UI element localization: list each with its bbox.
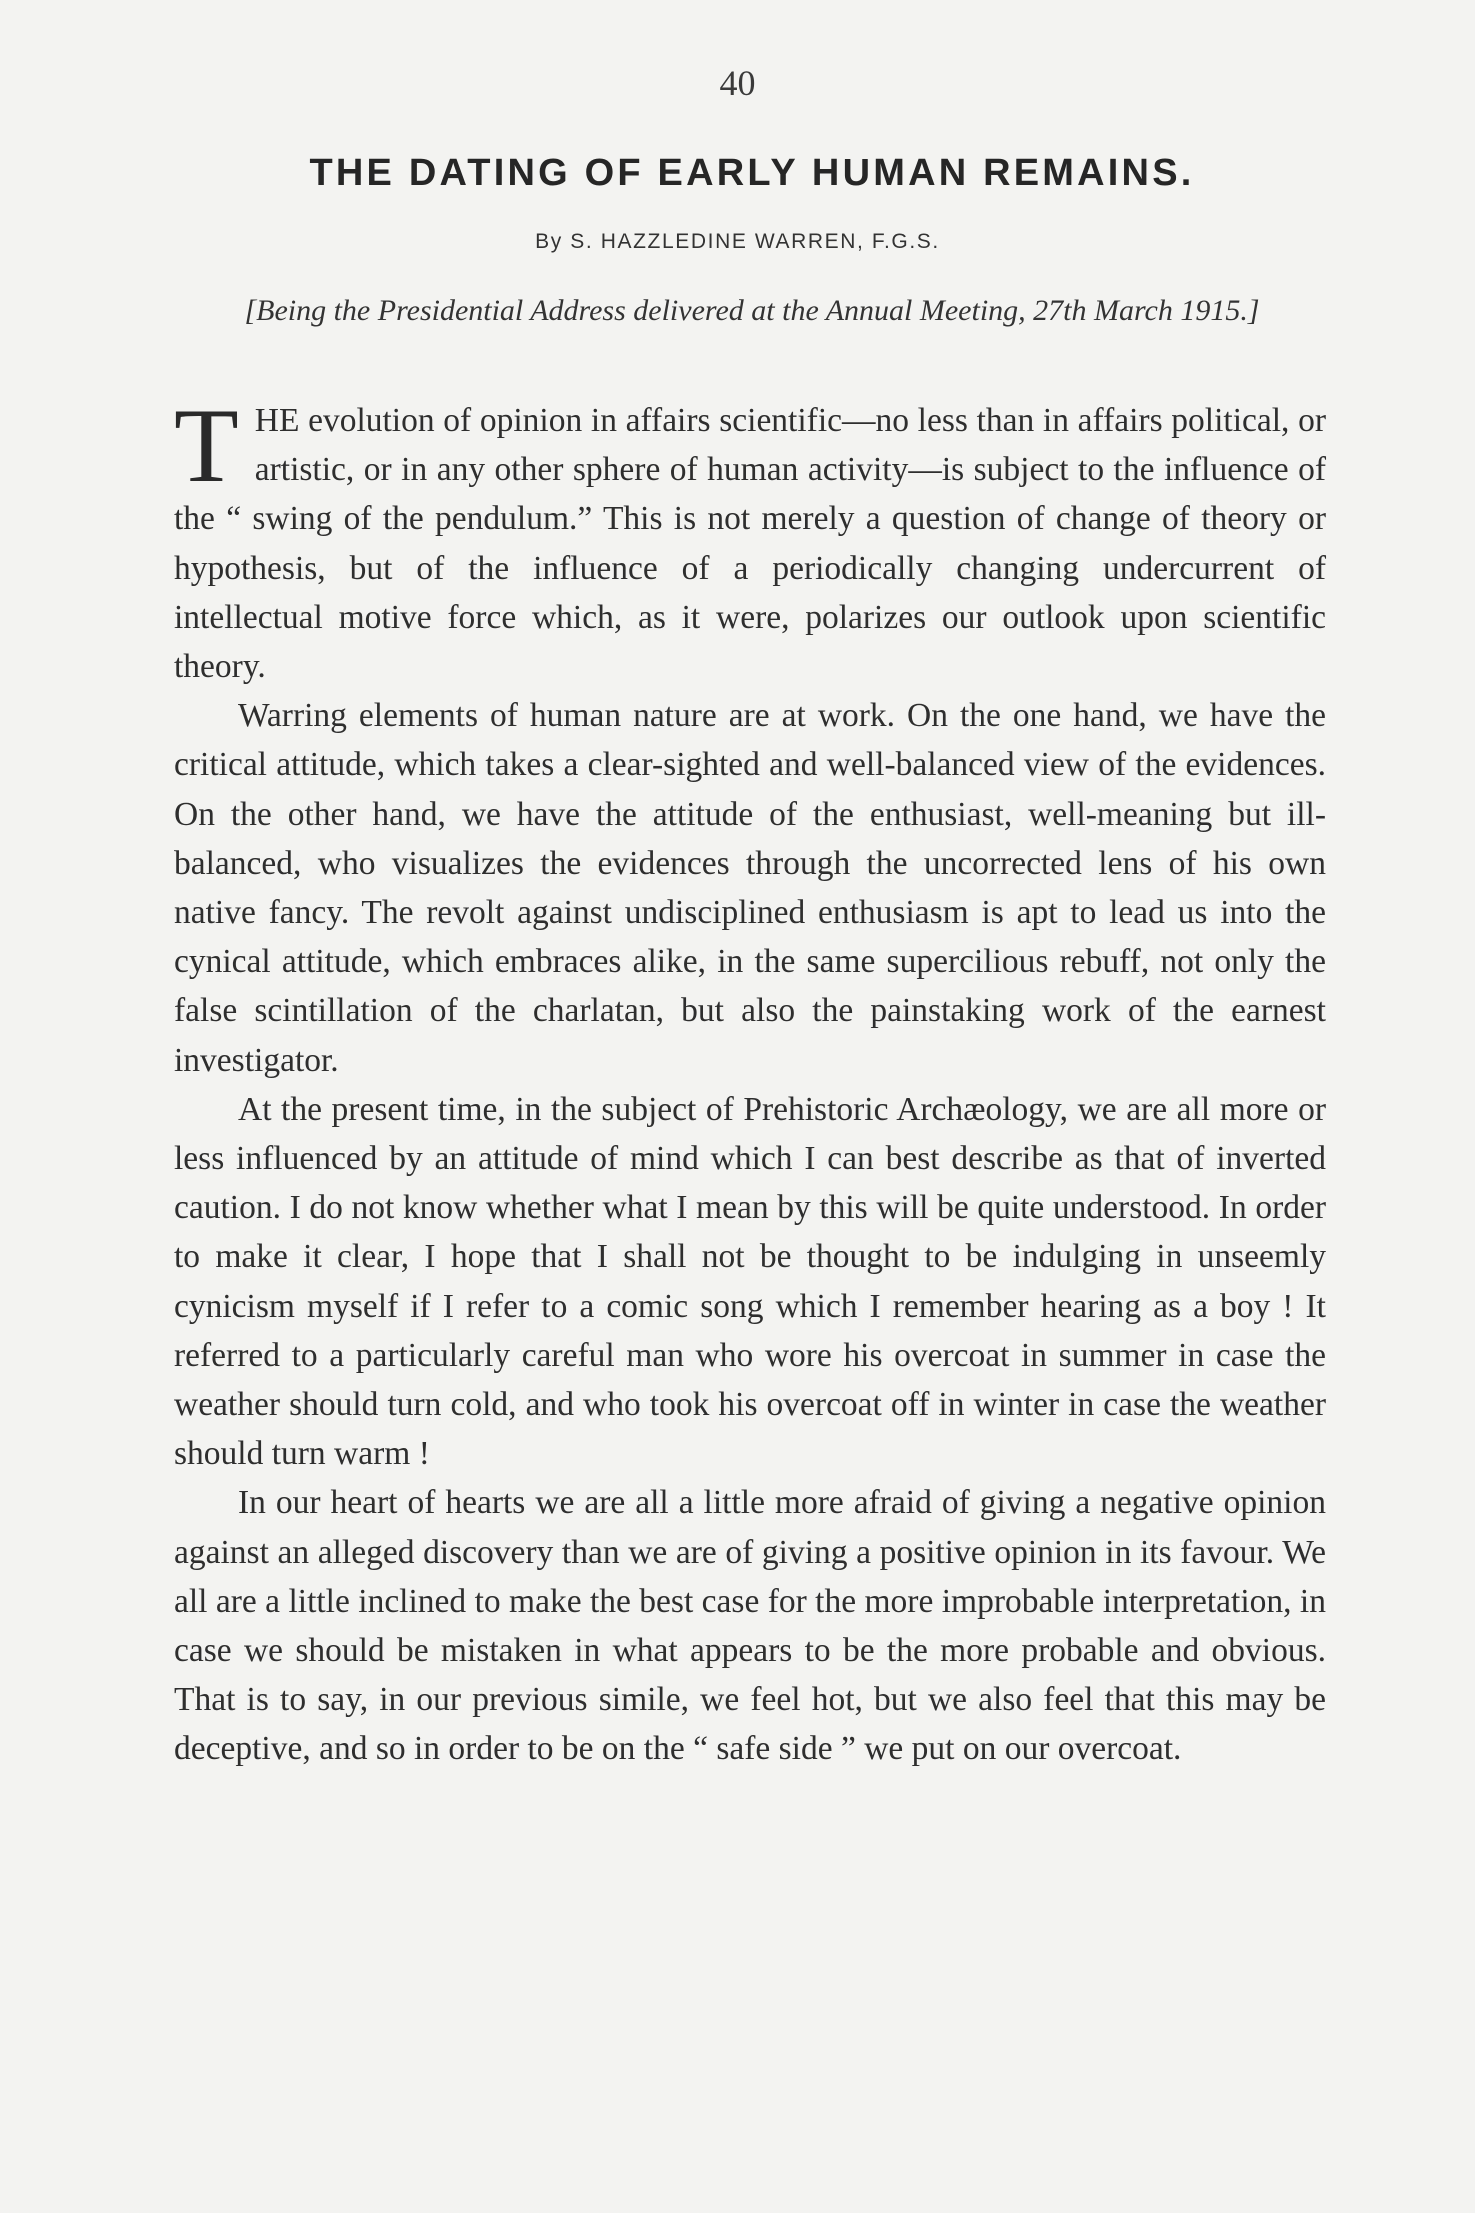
address-note: [Being the Presidential Address delivered at the Annual Meeting, 27th March 1915.] [244, 294, 1260, 327]
article-body [174, 387, 1326, 1774]
drop-cap: T [174, 387, 239, 504]
page-number: 40 [719, 63, 756, 103]
author-byline: By S. HAZZLEDINE WARREN, F.G.S. [535, 230, 940, 253]
paragraph-2: Warring elements of human nature are at work. On the one hand, we have the critical attitude, which takes a clear-sighted and well-balanced view of the evidences. On the other hand, we have the attitude of the enthusiast, well-meaning but ill-balanced, who visualizes the evidences through the uncorrected lens of his own native fancy. The revolt against undisciplined enthusiasm is apt to lead us into the cynical attitude, which embraces alike, in the same supercilious rebuff, not only the false scintillation of the charlatan, but also the painstaking work of the earnest investigator. [174, 697, 1326, 1079]
paragraph-3: At the present time, in the subject of Prehistoric Archæology, we are all more or less influenced by an attitude of mind which I can best describe as that of inverted caution. I do not know whether what I mean by this will be quite understood. In order to make it clear, I hope that I shall not be thought to be indulging in unseemly cynicism myself if I refer to a comic song which I remember hearing as a boy ! It referred to a particularly careful man who wore his overcoat in summer in case the weather should turn cold, and who took his overcoat off in winter in case the weather should turn warm ! [174, 1090, 1326, 1473]
paragraph-1 [174, 387, 1326, 691]
paragraph-4: In our heart of hearts we are all a little more afraid of giving a negative opinion against an alleged discovery than we are of giving a positive opinion in its favour. We all are a little inclined to make the best case for the more improbable interpretation, in case we should be mistaken in what appears to be the more probable and obvious. That is to say, in our previous simile, we feel hot, but we also feel that this may be deceptive, and so in order to be on the “ safe side ” we put on our overcoat. [174, 1484, 1326, 1768]
paragraph-1-text: HE evolution of opinion in affairs scientific—no less than in affairs political, or artistic, or in any other sphere of human activity—is subject to the influence of the “ swing of the pendulum.” This is not merely a question of change of theory or hypothesis, but of the influence of a periodically changing undercurrent of intellectual motive force which, as it were, polarizes our outlook upon scientific theory. [174, 402, 1326, 686]
article-title: THE DATING OF EARLY HUMAN REMAINS. [309, 152, 1195, 194]
